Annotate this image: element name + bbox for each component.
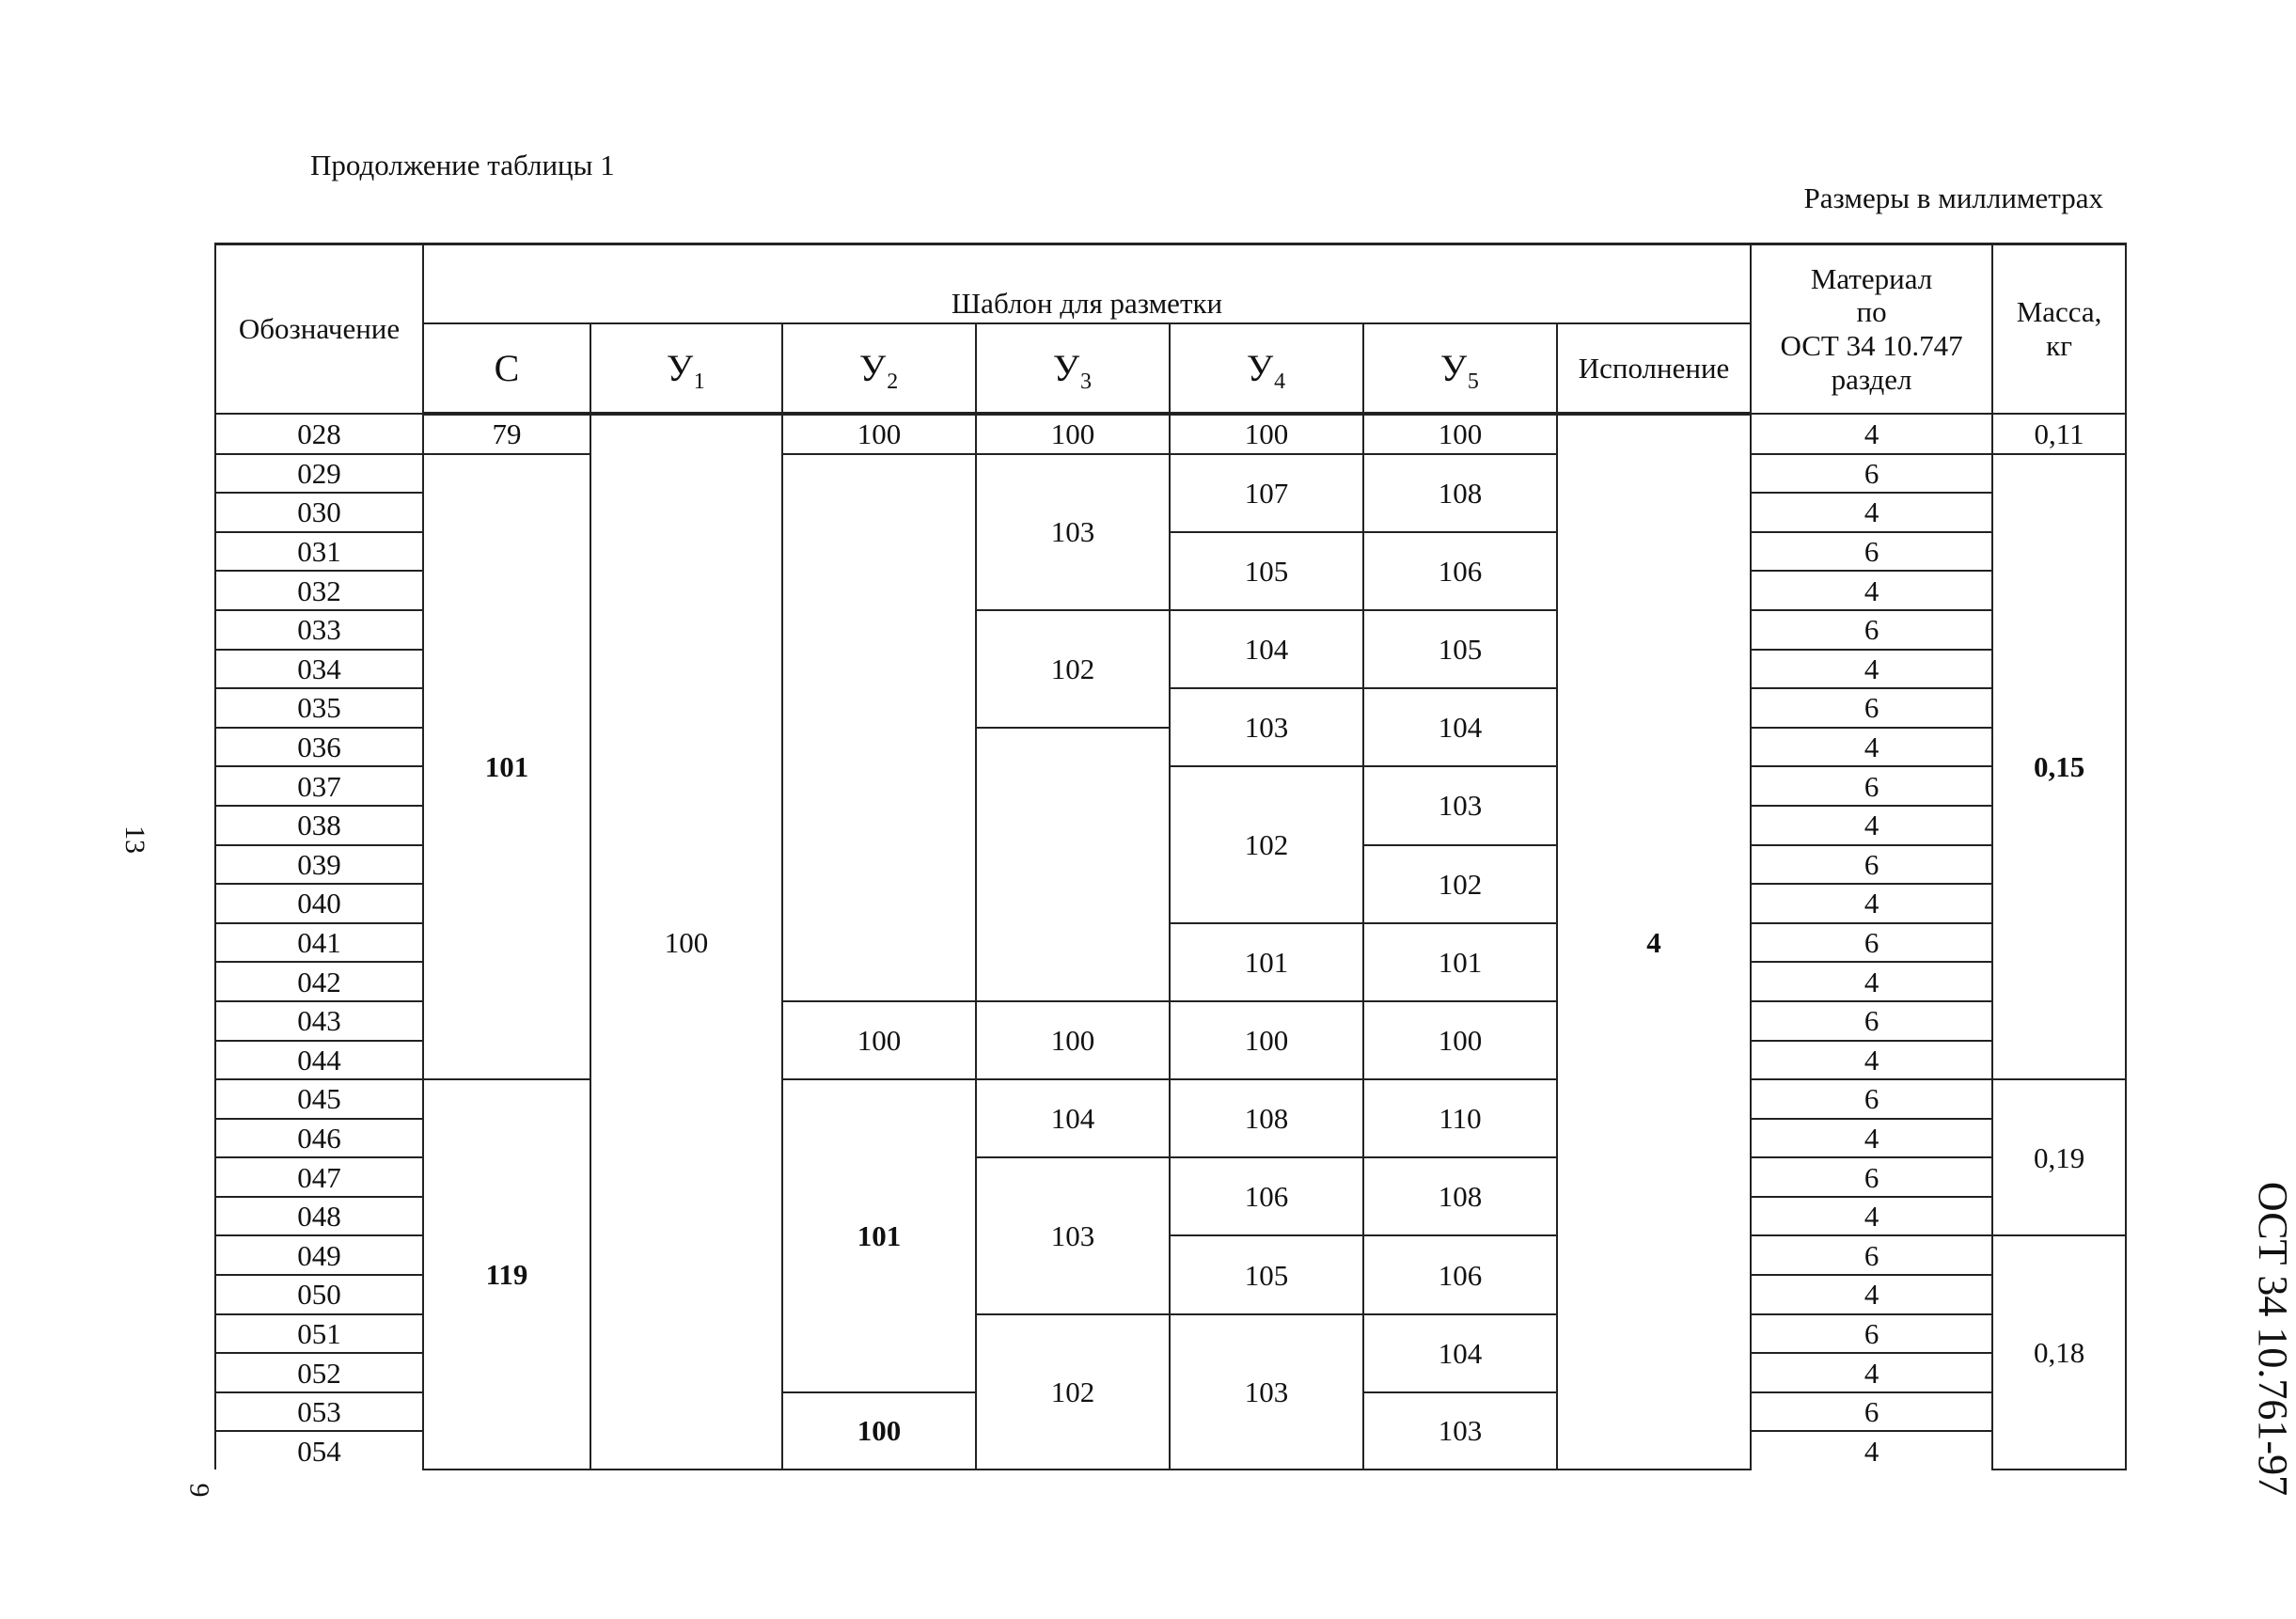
table-row (215, 1079, 2126, 1119)
cell-designation: 038 (215, 806, 423, 845)
cell-y5: 100 (1363, 414, 1557, 454)
cell-y5: 104 (1363, 1314, 1557, 1392)
cell-material: 6 (1751, 1079, 1992, 1119)
cell-designation: 046 (215, 1119, 423, 1158)
cell-designation: 047 (215, 1157, 423, 1197)
cell-designation: 054 (215, 1431, 423, 1470)
cell-material: 6 (1751, 1157, 1992, 1197)
cell-designation: 044 (215, 1041, 423, 1080)
header-y2: У₂ (782, 323, 976, 414)
cell-y3: 100 (976, 1001, 1170, 1079)
header-material-line: по (1856, 295, 1887, 329)
cell-material: 4 (1751, 806, 1992, 845)
cell-y2: 100 (782, 1392, 976, 1470)
cell-designation: 035 (215, 688, 423, 728)
cell-designation: 036 (215, 728, 423, 767)
cell-y3: 103 (976, 1157, 1170, 1313)
header-material-line: раздел (1831, 362, 1912, 396)
cell-c: 119 (423, 1079, 590, 1470)
cell-material: 4 (1751, 571, 1992, 610)
cell-execution: 4 (1557, 414, 1751, 1470)
cell-material: 4 (1751, 650, 1992, 689)
cell-material: 6 (1751, 923, 1992, 963)
cell-material: 4 (1751, 1197, 1992, 1236)
page-number-alt: 9 (183, 1483, 215, 1498)
cell-material: 4 (1751, 1041, 1992, 1080)
cell-y5: 108 (1363, 454, 1557, 532)
cell-y4: 108 (1170, 1079, 1363, 1157)
cell-y3 (976, 728, 1170, 1001)
cell-material: 4 (1751, 414, 1992, 454)
cell-y2 (782, 454, 976, 1001)
document-code: ОСТ 34 10.761-97 (2250, 1181, 2296, 1497)
cell-material: 6 (1751, 766, 1992, 806)
cell-mass: 0,15 (1992, 454, 2126, 1080)
cell-c: 101 (423, 454, 590, 1080)
cell-y3: 100 (976, 414, 1170, 454)
cell-material: 6 (1751, 1314, 1992, 1354)
cell-y5: 105 (1363, 610, 1557, 688)
cell-material: 4 (1751, 493, 1992, 532)
cell-designation: 031 (215, 532, 423, 572)
cell-material: 6 (1751, 1235, 1992, 1275)
header-template-group: Шаблон для разметки (423, 244, 1751, 324)
cell-y5: 103 (1363, 766, 1557, 844)
cell-y5: 106 (1363, 1235, 1557, 1313)
cell-y5: 103 (1363, 1392, 1557, 1470)
cell-material: 4 (1751, 1353, 1992, 1392)
cell-y2: 100 (782, 1001, 976, 1079)
cell-y4: 102 (1170, 766, 1363, 922)
cell-material: 6 (1751, 610, 1992, 650)
cell-material: 4 (1751, 1119, 1992, 1158)
cell-y5: 110 (1363, 1079, 1557, 1157)
cell-designation: 041 (215, 923, 423, 963)
cell-material: 6 (1751, 1392, 1992, 1432)
cell-designation: 034 (215, 650, 423, 689)
cell-designation: 051 (215, 1314, 423, 1354)
header-material-line: ОСТ 34 10.747 (1780, 329, 1963, 362)
cell-designation: 043 (215, 1001, 423, 1041)
cell-material: 6 (1751, 454, 1992, 494)
cell-y3: 102 (976, 1314, 1170, 1470)
header-mass-line: Масса, (2016, 295, 2102, 329)
units-note: Размеры в миллиметрах (1803, 181, 2103, 214)
header-c: С (423, 323, 590, 414)
dimensions-table-wrapper (214, 243, 2127, 1470)
cell-designation: 028 (215, 414, 423, 454)
cell-material: 4 (1751, 962, 1992, 1001)
cell-y5: 100 (1363, 1001, 1557, 1079)
cell-y2: 100 (782, 414, 976, 454)
cell-designation: 037 (215, 766, 423, 806)
cell-y4: 103 (1170, 1314, 1363, 1470)
cell-y5: 104 (1363, 688, 1557, 766)
cell-y2: 101 (782, 1079, 976, 1392)
cell-y4: 100 (1170, 1001, 1363, 1079)
cell-material: 4 (1751, 1431, 1992, 1470)
cell-designation: 033 (215, 610, 423, 650)
header-y4: У₄ (1170, 323, 1363, 414)
cell-designation: 032 (215, 571, 423, 610)
table-row (215, 454, 2126, 494)
header-execution: Исполнение (1557, 323, 1751, 414)
cell-y5: 102 (1363, 845, 1557, 923)
cell-y5: 101 (1363, 923, 1557, 1001)
table-row (215, 414, 2126, 454)
dimensions-table (214, 243, 2127, 1470)
cell-y4: 104 (1170, 610, 1363, 688)
cell-designation: 042 (215, 962, 423, 1001)
cell-material: 6 (1751, 1001, 1992, 1041)
cell-mass: 0,19 (1992, 1079, 2126, 1235)
cell-y5: 108 (1363, 1157, 1557, 1235)
header-mass (1992, 244, 2126, 415)
cell-designation: 053 (215, 1392, 423, 1432)
cell-y3: 102 (976, 610, 1170, 728)
cell-material: 6 (1751, 688, 1992, 728)
header-mass-line: кг (2046, 329, 2072, 362)
header-material-line: Материал (1810, 261, 1933, 295)
header-y3: У₃ (976, 323, 1170, 414)
page-number: 13 (119, 825, 150, 854)
cell-designation: 039 (215, 845, 423, 885)
cell-y3: 103 (976, 454, 1170, 610)
cell-designation: 045 (215, 1079, 423, 1119)
cell-y4: 105 (1170, 1235, 1363, 1313)
cell-mass: 0,18 (1992, 1235, 2126, 1470)
cell-y1: 100 (590, 414, 782, 1470)
table-caption: Продолжение таблицы 1 (310, 149, 615, 181)
cell-designation: 050 (215, 1275, 423, 1314)
cell-y4: 106 (1170, 1157, 1363, 1235)
cell-designation: 049 (215, 1235, 423, 1275)
header-designation: Обозначение (215, 244, 423, 415)
header-material (1751, 244, 1992, 415)
cell-designation: 030 (215, 493, 423, 532)
cell-material: 6 (1751, 845, 1992, 885)
cell-material: 4 (1751, 884, 1992, 923)
cell-mass: 0,11 (1992, 414, 2126, 454)
cell-c: 79 (423, 414, 590, 454)
cell-y3: 104 (976, 1079, 1170, 1157)
header-y1: У₁ (590, 323, 782, 414)
cell-y4: 101 (1170, 923, 1363, 1001)
cell-material: 6 (1751, 532, 1992, 572)
cell-designation: 048 (215, 1197, 423, 1236)
cell-designation: 040 (215, 884, 423, 923)
cell-material: 4 (1751, 728, 1992, 767)
cell-material: 4 (1751, 1275, 1992, 1314)
cell-y5: 106 (1363, 532, 1557, 610)
cell-y4: 107 (1170, 454, 1363, 532)
cell-designation: 029 (215, 454, 423, 494)
cell-designation: 052 (215, 1353, 423, 1392)
cell-y4: 105 (1170, 532, 1363, 610)
header-y5: У₅ (1363, 323, 1557, 414)
cell-y4: 103 (1170, 688, 1363, 766)
cell-y4: 100 (1170, 414, 1363, 454)
